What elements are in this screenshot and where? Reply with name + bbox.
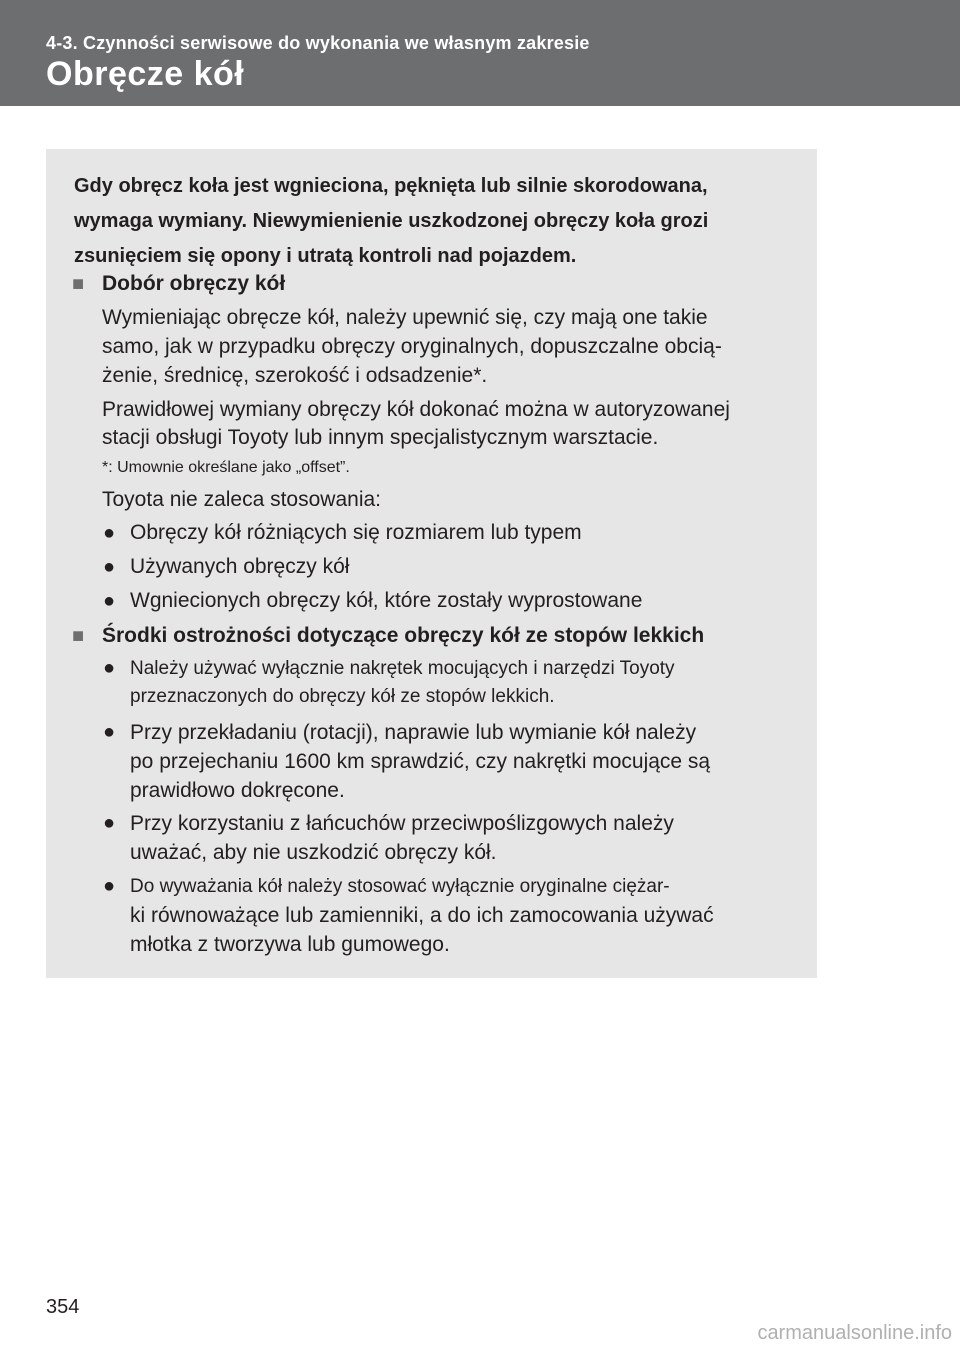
list-item: Używanych obręczy kół <box>130 555 350 578</box>
list-item-line: przeznaczonych do obręczy kół ze stopów lekkich. <box>130 686 555 707</box>
list-item-line: Należy używać wyłącznie nakrętek mocujących i narzędzi Toyoty <box>130 658 675 679</box>
list-intro: Toyota nie zaleca stosowania: <box>102 488 381 511</box>
paragraph-line: żenie, średnicę, szerokość i odsadzenie*. <box>102 364 488 387</box>
list-item: Obręczy kół różniących się rozmiarem lub typem <box>130 521 582 544</box>
list-item-line: po przejechaniu 1600 km sprawdzić, czy nakrętki mocujące są <box>130 750 711 773</box>
bullet-icon: ● <box>103 812 116 834</box>
list-item-line: Przy korzystaniu z łańcuchów przeciwpoślizgowych należy <box>130 812 674 835</box>
intro-line: zsunięciem się opony i utratą kontroli nad pojazdem. <box>74 245 577 267</box>
list-item-line: ki równoważące lub zamienniki, a do ich zamocowania używać <box>130 904 714 927</box>
list-item-line: Przy przekładaniu (rotacji), naprawie lub wymianie kół należy <box>130 721 697 744</box>
square-bullet-icon: ■ <box>72 273 85 295</box>
paragraph-line: stacji obsługi Toyoty lub innym specjalistycznym warsztacie. <box>102 426 659 449</box>
list-item-line: prawidłowo dokręcone. <box>130 779 345 802</box>
intro-line: wymaga wymiany. Niewymienienie uszkodzonej obręczy koła grozi <box>74 210 709 232</box>
paragraph-line: samo, jak w przypadku obręczy oryginalnych, dopuszczalne obcią- <box>102 335 722 358</box>
watermark: carmanualsonline.info <box>757 1322 952 1344</box>
section-label: 4-3. Czynności serwisowe do wykonania we własnym zakresie <box>46 33 590 53</box>
bullet-icon: ● <box>103 522 116 544</box>
list-item-line: młotka z tworzywa lub gumowego. <box>130 933 450 956</box>
intro-line: Gdy obręcz koła jest wgnieciona, pęknięta lub silnie skorodowana, <box>74 175 708 197</box>
chapter-header <box>0 0 960 106</box>
bullet-icon: ● <box>103 721 116 743</box>
bullet-icon: ● <box>103 875 116 897</box>
content-box <box>46 149 817 978</box>
paragraph-line: Prawidłowej wymiany obręczy kół dokonać można w autoryzowanej <box>102 398 730 421</box>
bullet-icon: ● <box>103 590 116 612</box>
section-title: Dobór obręczy kół <box>102 272 286 295</box>
section-title: Środki ostrożności dotyczące obręczy kół ze stopów lekkich <box>102 624 705 647</box>
page-title: Obręcze kół <box>46 55 245 93</box>
bullet-icon: ● <box>103 657 116 679</box>
list-item: Wgniecionych obręczy kół, które zostały wyprostowane <box>130 589 643 612</box>
page-number: 354 <box>46 1296 80 1318</box>
footnote: *: Umownie określane jako „offset”. <box>102 459 350 476</box>
bullet-icon: ● <box>103 556 116 578</box>
square-bullet-icon: ■ <box>72 625 85 647</box>
paragraph-line: Wymieniając obręcze kół, należy upewnić się, czy mają one takie <box>102 306 708 329</box>
list-item-line: Do wyważania kół należy stosować wyłącznie oryginalne ciężar- <box>130 876 670 897</box>
list-item-line: uważać, aby nie uszkodzić obręczy kół. <box>130 841 497 864</box>
